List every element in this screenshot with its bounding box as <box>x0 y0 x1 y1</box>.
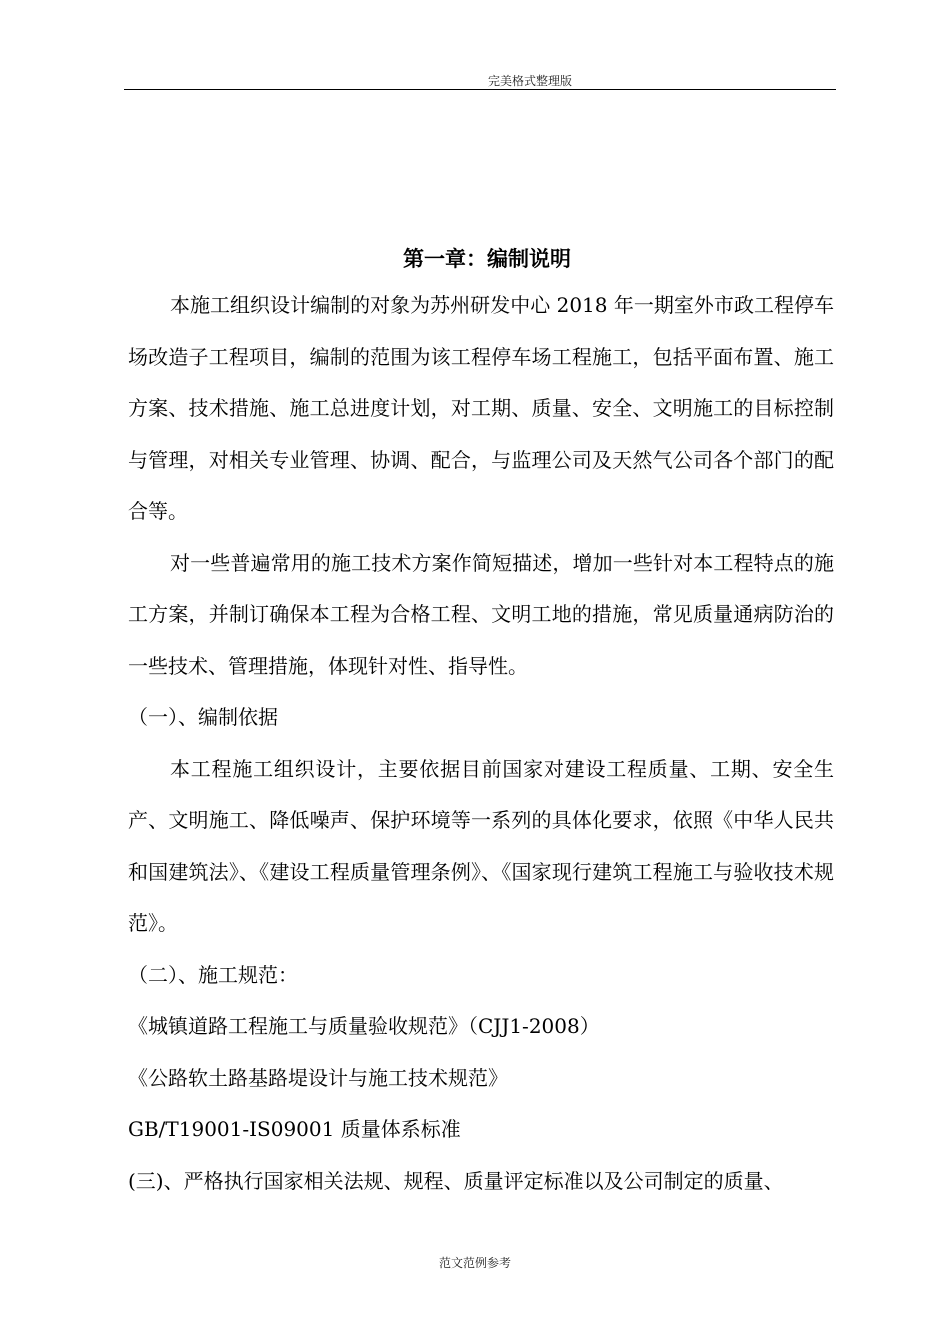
page-header: 完美格式整理版 <box>487 74 572 88</box>
section-heading-basis: （一）、编制依据 <box>128 705 278 729</box>
document-body <box>128 238 834 1207</box>
paragraph-approach: 对一些普遍常用的施工技术方案作简短描述，增加一些针对本工程特点的施工方案，并制订确保本工程为合格工程、文明工地的措施，常见质量通病防治的一些技术、管理措施，体现针对性、指导性。 <box>128 550 834 678</box>
page-footer: 范文范例参考 <box>438 1256 511 1270</box>
section-heading-specs: （二）、施工规范： <box>128 962 298 987</box>
paragraph-basis: 本工程施工组织设计，主要依据目前国家对建设工程质量、工期、安全生产、文明施工、降低噪声、保护环境等一系列的具体化要求，依照《中华人民共和国建筑法》、《建设工程质量管理条例》、《国家现行建筑工程施工与验收技术规范》。 <box>128 756 834 935</box>
spec-item: 《公路软土路基路堤设计与施工技术规范》 <box>128 1065 508 1090</box>
spec-item: GB/T19001-IS09001 质量体系标准 <box>128 1117 461 1141</box>
section-heading-standards: (三)、严格执行国家相关法规、规程、质量评定标准以及公司制定的质量、 <box>128 1168 784 1193</box>
chapter-title: 第一章：编制说明 <box>403 247 571 271</box>
spec-item: 《城镇道路工程施工与质量验收规范》（CJJ1-2008） <box>128 1014 600 1038</box>
header-divider <box>124 89 836 90</box>
paragraph-scope: 本施工组织设计编制的对象为苏州研发中心 2018 年一期室外市政工程停车场改造子工程项目，编制的范围为该工程停车场工程施工，包括平面布置、施工方案、技术措施、施工总进度计划，对工期、质量、安全、文明施工的目标控制与管理，对相关专业管理、协调、配合，与监理公司及天然气公司各个部门的配合等。 <box>128 293 834 523</box>
